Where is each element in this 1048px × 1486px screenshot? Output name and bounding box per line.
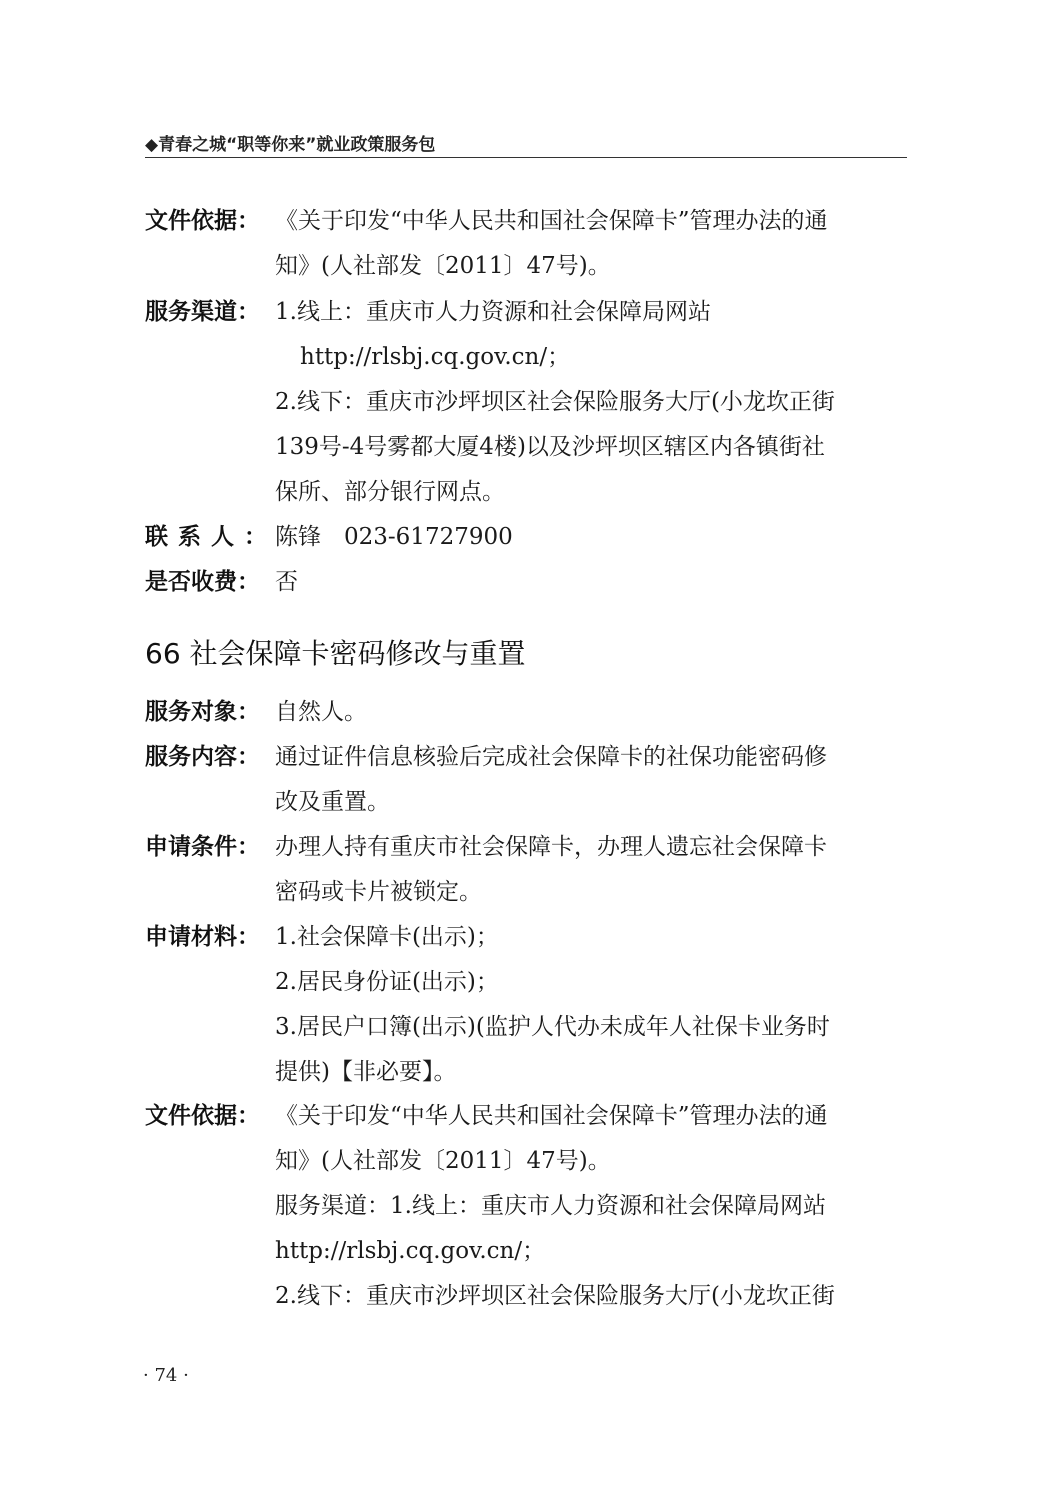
service-content-label: 服务内容： (145, 744, 260, 770)
file-basis-label: 文件依据： (145, 1103, 260, 1129)
file-basis-text: 知》(人社部发〔2011〕47号)。 (275, 1148, 611, 1174)
application-material-item: 2.居民身份证(出示)； (275, 969, 499, 995)
service-channel-url: http://rlsbj.cq.gov.cn/； (300, 344, 571, 370)
application-condition-text: 办理人持有重庆市社会保障卡，办理人遗忘社会保障卡 (275, 834, 827, 860)
service-content-text: 改及重置。 (275, 789, 390, 815)
application-material-item: 提供)【非必要】。 (275, 1059, 457, 1085)
contact-value: 陈锋 023-61727900 (275, 524, 513, 550)
file-basis-text: 《关于印发“中华人民共和国社会保障卡”管理办法的通 (275, 1103, 828, 1129)
file-basis-text: 知》(人社部发〔2011〕47号)。 (275, 253, 611, 279)
section-title: 66 社会保障卡密码修改与重置 (145, 637, 526, 670)
file-basis-label: 文件依据： (145, 208, 260, 234)
file-basis-url: http://rlsbj.cq.gov.cn/； (275, 1238, 546, 1264)
page-number: · 74 · (143, 1365, 189, 1386)
service-channel-text: 139号-4号雾都大厦4楼)以及沙坪坝区辖区内各镇街社 (275, 434, 825, 460)
service-object-label: 服务对象： (145, 699, 260, 725)
running-header: ◆青春之城“职等你来”就业政策服务包 (145, 135, 436, 155)
application-condition-label: 申请条件： (145, 834, 260, 860)
service-content-text: 通过证件信息核验后完成社会保障卡的社保功能密码修 (275, 744, 827, 770)
file-basis-text: 《关于印发“中华人民共和国社会保障卡”管理办法的通 (275, 208, 828, 234)
service-channel-text: 保所、部分银行网点。 (275, 479, 505, 505)
header-divider (145, 157, 907, 158)
application-condition-text: 密码或卡片被锁定。 (275, 879, 482, 905)
application-material-label: 申请材料： (145, 924, 260, 950)
service-channel-label: 服务渠道： (145, 299, 260, 325)
contact-label: 联系人： (145, 524, 277, 550)
service-channel-text: 2.线下：重庆市沙坪坝区社会保险服务大厅(小龙坎正街 (275, 389, 835, 415)
application-material-item: 3.居民户口簿(出示)(监护人代办未成年人社保卡业务时 (275, 1014, 830, 1040)
file-basis-text: 2.线下：重庆市沙坪坝区社会保险服务大厅(小龙坎正街 (275, 1283, 835, 1309)
service-channel-text: 1.线上：重庆市人力资源和社会保障局网站 (275, 299, 711, 325)
fee-label: 是否收费： (145, 569, 260, 595)
file-basis-text: 服务渠道：1.线上：重庆市人力资源和社会保障局网站 (275, 1193, 826, 1219)
application-material-item: 1.社会保障卡(出示)； (275, 924, 499, 950)
fee-value: 否 (275, 569, 298, 595)
service-object-value: 自然人。 (275, 699, 367, 725)
